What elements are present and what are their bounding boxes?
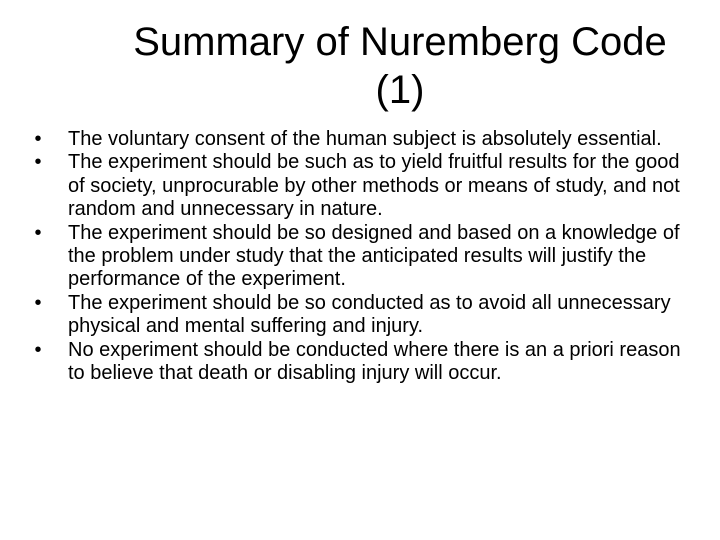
bullet-item-consent: [24, 128, 684, 151]
slide-title-line-1: Summary of Nuremberg Code: [133, 20, 667, 64]
bullet-dot-icon: •: [34, 291, 42, 314]
bullet-dot-icon: •: [34, 128, 42, 150]
slide-title-line-2: (1): [375, 68, 425, 112]
bullet-dot-icon: •: [34, 221, 42, 244]
bullet-text: The experiment should be so conducted as to avoid all unnecessary physical and mental suffering and injury.: [68, 291, 671, 338]
bullet-item-design: [24, 222, 684, 292]
bullet-text: No experiment should be conducted where there is an a priori reason to believe that death or disabling injury will occur.: [68, 338, 681, 385]
bullet-item-no-death-risk: [24, 339, 684, 386]
bullet-text: The voluntary consent of the human subject is absolutely essential.: [68, 128, 662, 150]
bullet-dot-icon: •: [34, 151, 42, 174]
bullet-item-avoid-suffering: [24, 292, 684, 339]
bullet-item-fruitful-results: [24, 151, 684, 221]
bullet-list: [24, 128, 684, 385]
bullet-text: The experiment should be so designed and based on a knowledge of the problem under study that the anticipated results will justify the performance of the experiment.: [68, 221, 680, 291]
slide-title: [40, 18, 720, 114]
bullet-dot-icon: •: [34, 338, 42, 361]
bullet-text: The experiment should be such as to yield fruitful results for the good of society, unprocurable by other methods or means of study, and not random and unnecessary in nature.: [68, 151, 680, 221]
